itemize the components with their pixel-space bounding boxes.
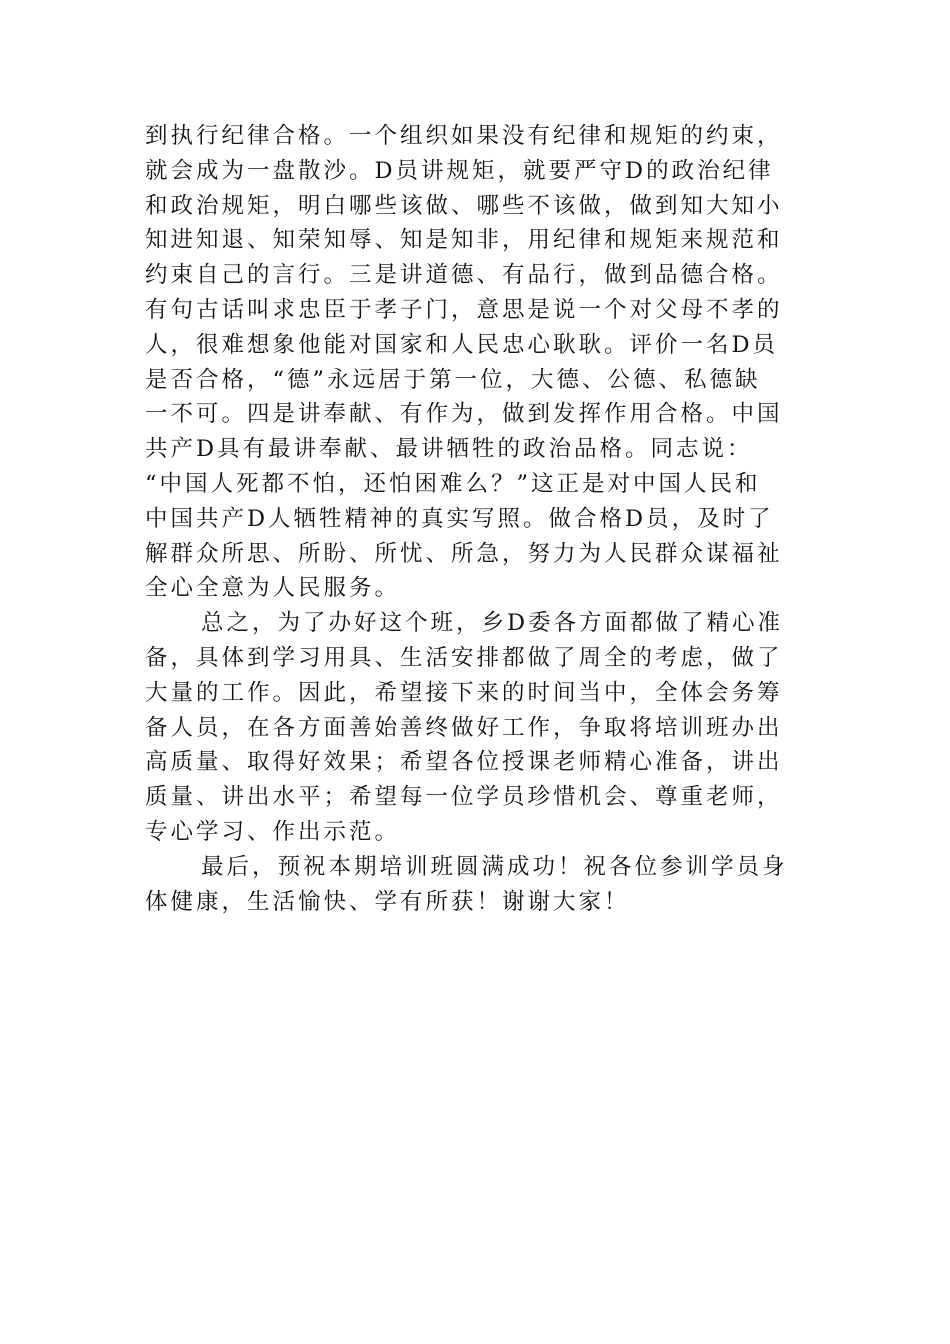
text-line: 总之，为了办好这个班，乡D委各方面都做了精心准	[201, 610, 784, 637]
text-line: 解群众所思、所盼、所忧、所急，努力为人民群众谋福祉	[145, 540, 783, 567]
text-line: 质量、讲出水平；希望每一位学员珍惜机会、尊重老师，	[145, 784, 783, 811]
text-line: 专心学习、作出示范。	[145, 818, 401, 845]
text-line: 高质量、取得好效果；希望各位授课老师精心准备，讲出	[145, 749, 783, 776]
paragraph-discipline	[145, 119, 805, 606]
text-line: 到执行纪律合格。一个组织如果没有纪律和规矩的约束，	[145, 123, 783, 149]
text-line: 有句古话叫求忠臣于孝子门，意思是说一个对父母不孝的	[145, 296, 783, 323]
text-line: 全心全意为人民服务。	[145, 575, 401, 602]
text-line: 知进知退、知荣知辱、知是知非，用纪律和规矩来规范和	[145, 227, 783, 254]
text-line: 共产D具有最讲奉献、最讲牺牲的政治品格。同志说：	[145, 436, 753, 463]
document-body	[145, 119, 805, 919]
text-line: “中国人死都不怕，还怕困难么？”这正是对中国人民和	[145, 470, 761, 497]
text-line: 约束自己的言行。三是讲道德、有品行，做到品德合格。	[145, 262, 783, 289]
text-line: 和政治规矩，明白哪些该做、哪些不该做，做到知大知小	[145, 192, 783, 219]
text-line: 一不可。四是讲奉献、有作为，做到发挥作用合格。中国	[145, 401, 783, 428]
paragraph-summary	[145, 606, 805, 850]
text-line: 就会成为一盘散沙。D员讲规矩，就要严守D的政治纪律	[145, 157, 774, 184]
text-line: 大量的工作。因此，希望接下来的时间当中，全体会务筹	[145, 679, 783, 706]
text-line: 备人员，在各方面善始善终做好工作，争取将培训班办出	[145, 714, 783, 741]
text-line: 备，具体到学习用具、生活安排都做了周全的考虑，做了	[145, 644, 783, 671]
text-line: 最后，预祝本期培训班圆满成功！祝各位参训学员身	[201, 853, 788, 880]
text-line: 是否合格，“德”永远居于第一位，大德、公德、私德缺	[145, 366, 761, 393]
text-line: 人，很难想象他能对国家和人民忠心耿耿。评价一名D员	[145, 331, 779, 358]
text-line: 中国共产D人牺牲精神的真实写照。做合格D员，及时了	[145, 505, 774, 532]
text-line: 体健康，生活愉快、学有所获！谢谢大家！	[145, 888, 630, 915]
paragraph-closing	[145, 850, 805, 920]
